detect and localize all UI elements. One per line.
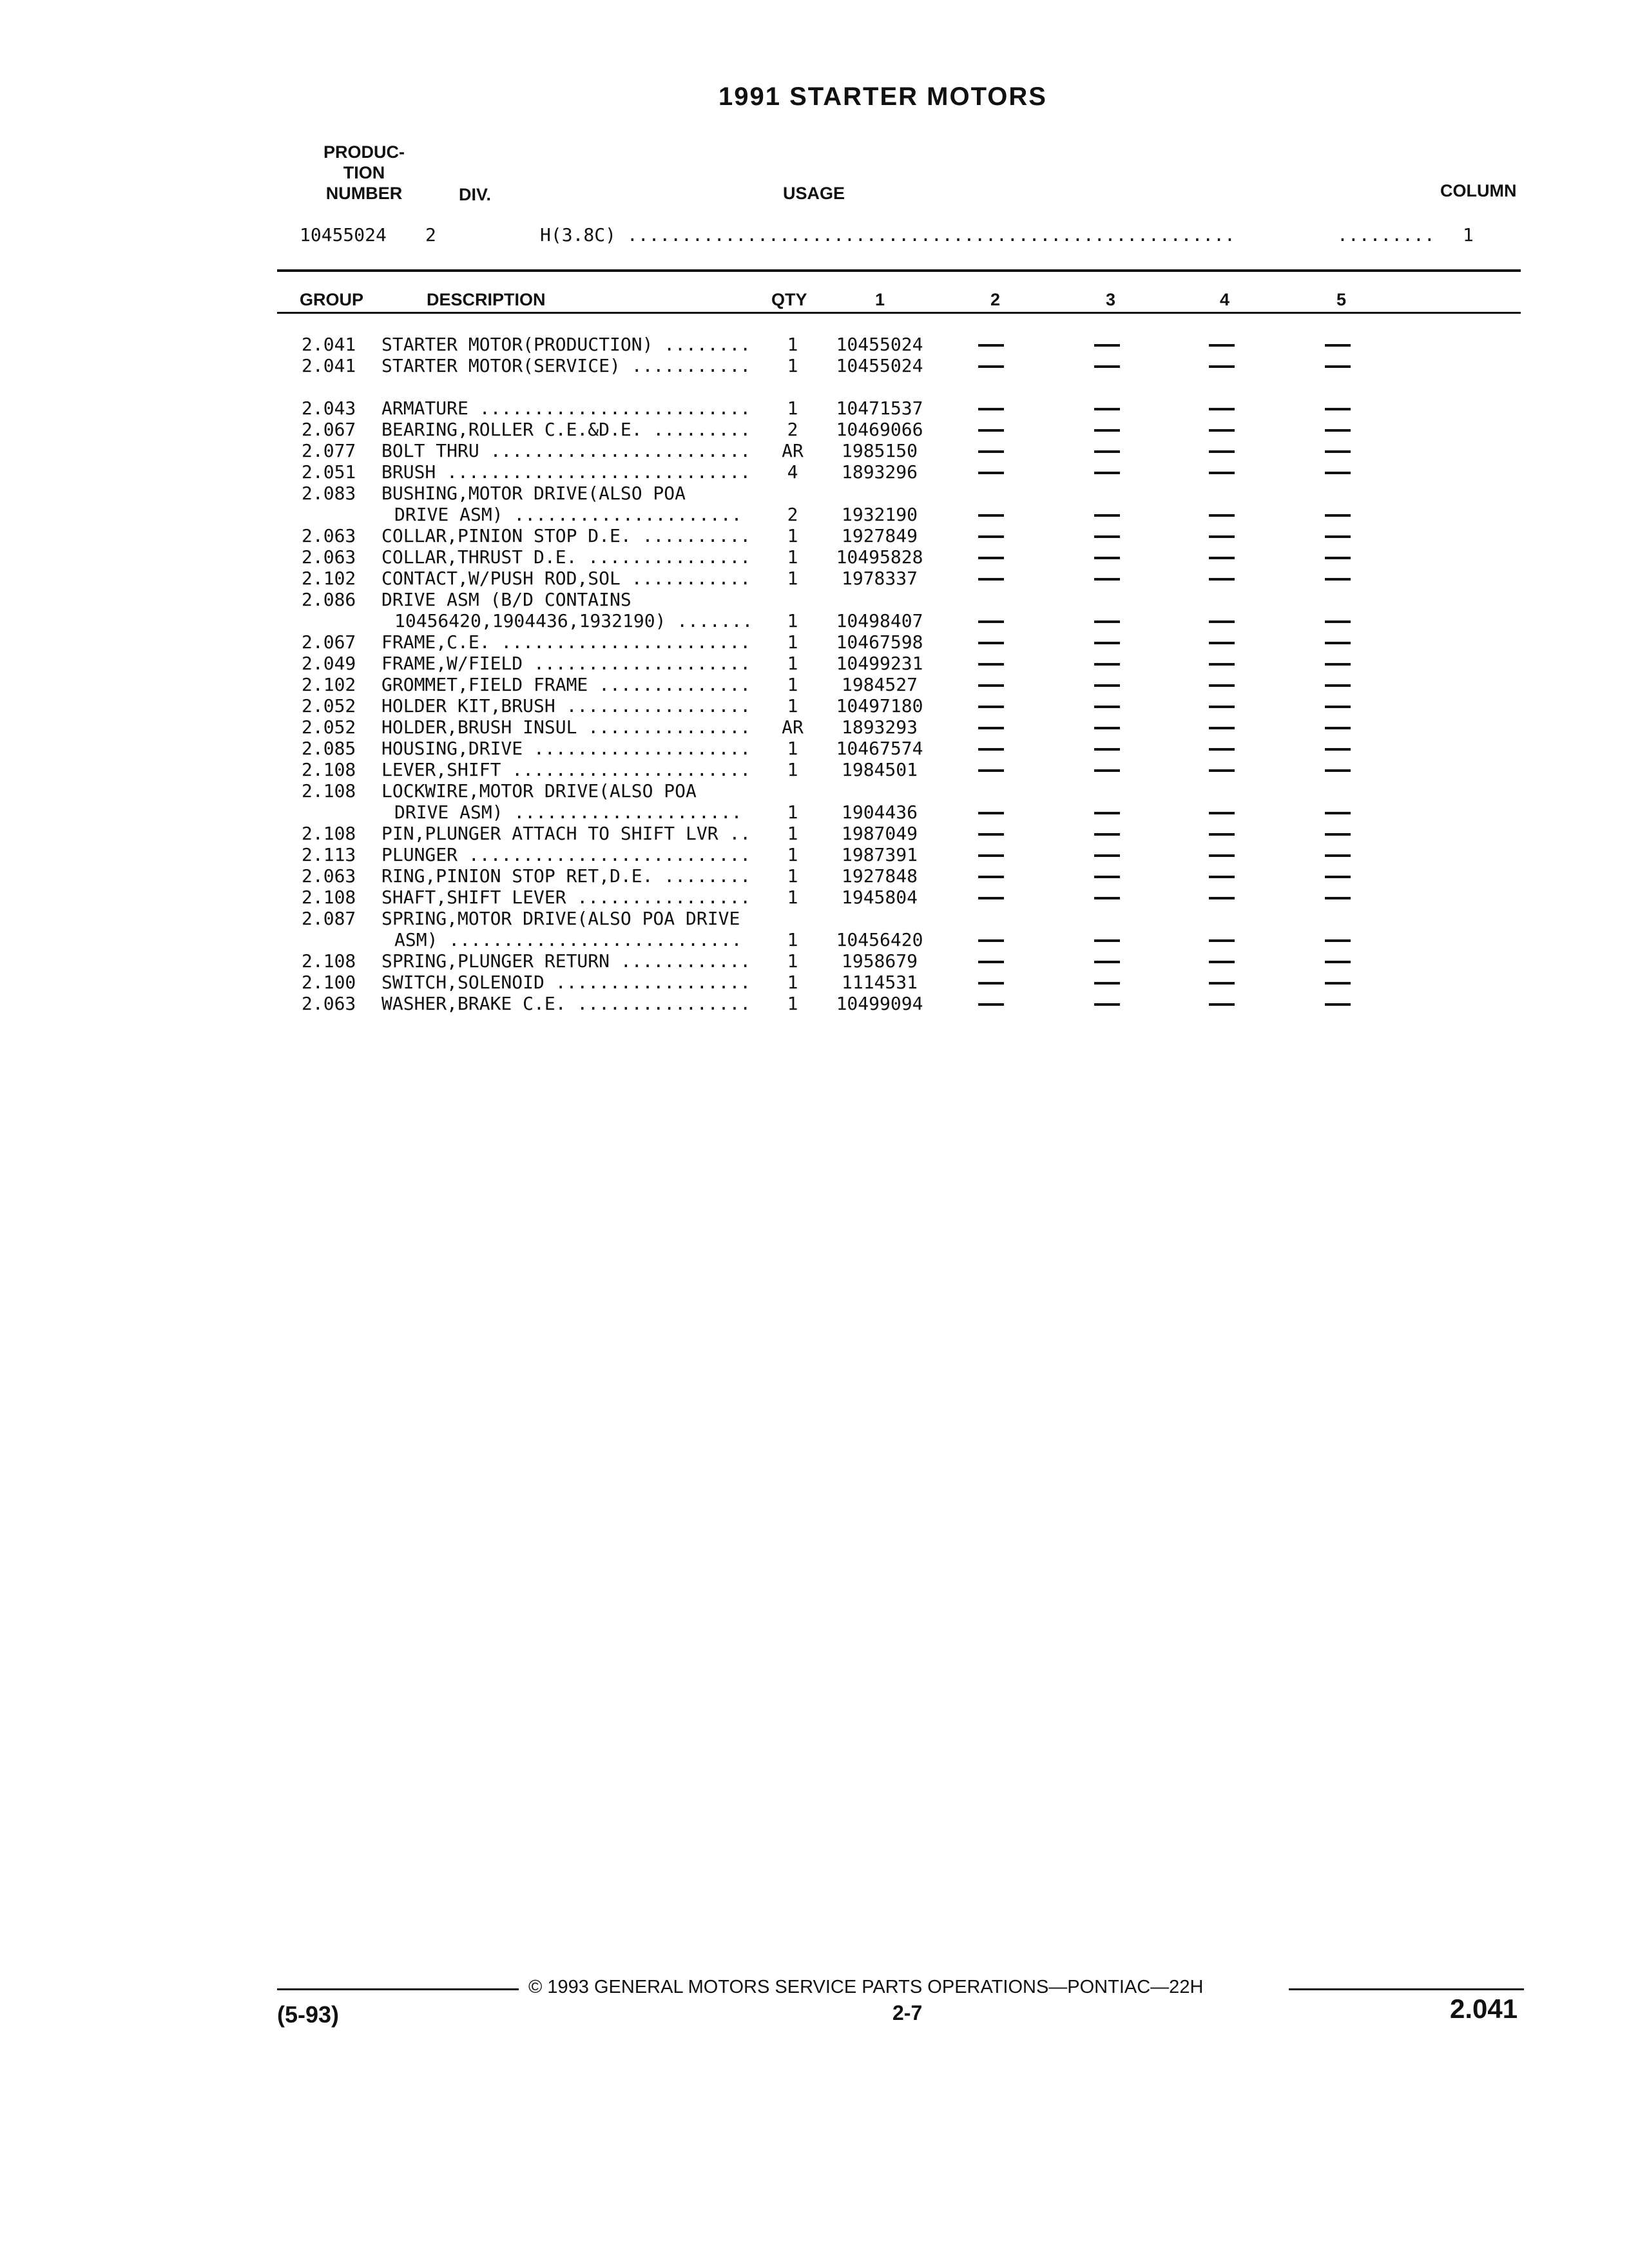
part-quantity: 1 xyxy=(787,823,798,844)
column-3-header: 3 xyxy=(1106,290,1116,309)
part-description: SPRING,MOTOR DRIVE(ALSO POA DRIVE xyxy=(381,908,740,929)
not-applicable-dash-col-5 xyxy=(1325,450,1351,453)
not-applicable-dash-col-2 xyxy=(978,557,1004,559)
not-applicable-dash-col-3 xyxy=(1094,514,1120,517)
not-applicable-dash-col-3 xyxy=(1094,408,1120,410)
page-title: 1991 STARTER MOTORS xyxy=(718,82,1047,111)
not-applicable-dash-col-3 xyxy=(1094,706,1120,708)
not-applicable-dash-col-2 xyxy=(978,535,1004,538)
parts-row xyxy=(0,334,1629,355)
part-quantity: 1 xyxy=(787,993,798,1014)
group-code: 2.052 xyxy=(302,716,356,738)
not-applicable-dash-col-5 xyxy=(1325,472,1351,474)
part-quantity: 1 xyxy=(787,546,798,568)
group-column-header: GROUP xyxy=(300,290,364,309)
footer-rule-left xyxy=(277,1988,519,1990)
parts-row xyxy=(0,844,1629,865)
group-code: 2.102 xyxy=(302,674,356,695)
part-number: 10455024 xyxy=(836,355,923,376)
not-applicable-dash-col-5 xyxy=(1325,344,1351,347)
part-quantity: 1 xyxy=(787,865,798,887)
column-1-header: 1 xyxy=(875,290,885,309)
not-applicable-dash-col-2 xyxy=(978,706,1004,708)
not-applicable-dash-col-3 xyxy=(1094,833,1120,836)
not-applicable-dash-col-5 xyxy=(1325,769,1351,772)
part-quantity: 1 xyxy=(787,631,798,653)
part-description: GROMMET,FIELD FRAME .............. xyxy=(381,674,751,695)
production-column-dots: ......... xyxy=(1337,224,1435,245)
part-description: DRIVE ASM) ..................... xyxy=(394,504,742,525)
parts-row xyxy=(0,695,1629,716)
part-description: BUSHING,MOTOR DRIVE(ALSO POA xyxy=(381,483,686,504)
group-code: 2.087 xyxy=(302,908,356,929)
part-number: 1985150 xyxy=(841,440,918,461)
not-applicable-dash-col-2 xyxy=(978,748,1004,751)
qty-column-header: QTY xyxy=(771,290,807,309)
parts-row xyxy=(0,780,1629,802)
group-code: 2.051 xyxy=(302,461,356,483)
part-number: 1978337 xyxy=(841,568,918,589)
not-applicable-dash-col-5 xyxy=(1325,429,1351,432)
group-code: 2.067 xyxy=(302,631,356,653)
not-applicable-dash-col-4 xyxy=(1209,706,1235,708)
part-number: 10497180 xyxy=(836,695,923,716)
not-applicable-dash-col-3 xyxy=(1094,344,1120,347)
not-applicable-dash-col-4 xyxy=(1209,450,1235,453)
parts-row xyxy=(0,483,1629,504)
part-quantity: 1 xyxy=(787,674,798,695)
not-applicable-dash-col-2 xyxy=(978,982,1004,985)
group-code: 2.108 xyxy=(302,759,356,780)
parts-row xyxy=(0,972,1629,993)
not-applicable-dash-col-2 xyxy=(978,854,1004,857)
part-description: COLLAR,PINION STOP D.E. .......... xyxy=(381,525,751,546)
production-column: 1 xyxy=(1463,224,1474,245)
parts-row xyxy=(0,674,1629,695)
part-number: 1932190 xyxy=(841,504,918,525)
not-applicable-dash-col-5 xyxy=(1325,365,1351,368)
not-applicable-dash-col-4 xyxy=(1209,620,1235,623)
column-5-header: 5 xyxy=(1336,290,1347,309)
not-applicable-dash-col-3 xyxy=(1094,557,1120,559)
part-number: 10471537 xyxy=(836,398,923,419)
not-applicable-dash-col-2 xyxy=(978,514,1004,517)
part-quantity: 1 xyxy=(787,887,798,908)
parts-row xyxy=(0,865,1629,887)
parts-row xyxy=(0,355,1629,376)
part-number: 10456420 xyxy=(836,929,923,950)
group-code: 2.063 xyxy=(302,993,356,1014)
group-code: 2.085 xyxy=(302,738,356,759)
part-description: DRIVE ASM) ..................... xyxy=(394,802,742,823)
footer-rule-right xyxy=(1289,1988,1524,1990)
part-description: STARTER MOTOR(PRODUCTION) ........ xyxy=(381,334,751,355)
not-applicable-dash-col-4 xyxy=(1209,557,1235,559)
part-number: 10455024 xyxy=(836,334,923,355)
group-code: 2.063 xyxy=(302,865,356,887)
production-number: 10455024 xyxy=(300,224,387,245)
part-description: COLLAR,THRUST D.E. ............... xyxy=(381,546,751,568)
not-applicable-dash-col-3 xyxy=(1094,727,1120,729)
not-applicable-dash-col-5 xyxy=(1325,961,1351,963)
not-applicable-dash-col-4 xyxy=(1209,833,1235,836)
not-applicable-dash-col-3 xyxy=(1094,1003,1120,1006)
not-applicable-dash-col-3 xyxy=(1094,897,1120,899)
parts-row xyxy=(0,589,1629,610)
not-applicable-dash-col-5 xyxy=(1325,854,1351,857)
not-applicable-dash-col-4 xyxy=(1209,727,1235,729)
parts-row xyxy=(0,716,1629,738)
footer-section-number: 2.041 xyxy=(1450,1994,1518,2024)
part-number: 1984501 xyxy=(841,759,918,780)
parts-row xyxy=(0,419,1629,440)
not-applicable-dash-col-4 xyxy=(1209,769,1235,772)
part-description: LEVER,SHIFT ...................... xyxy=(381,759,751,780)
not-applicable-dash-col-4 xyxy=(1209,748,1235,751)
not-applicable-dash-col-4 xyxy=(1209,812,1235,814)
part-number: 1987391 xyxy=(841,844,918,865)
header-rule-bottom xyxy=(277,312,1521,314)
group-code: 2.086 xyxy=(302,589,356,610)
part-description: PIN,PLUNGER ATTACH TO SHIFT LVR .. xyxy=(381,823,751,844)
not-applicable-dash-col-2 xyxy=(978,472,1004,474)
description-column-header: DESCRIPTION xyxy=(427,290,546,309)
not-applicable-dash-col-4 xyxy=(1209,939,1235,942)
not-applicable-dash-col-3 xyxy=(1094,365,1120,368)
parts-row xyxy=(0,950,1629,972)
not-applicable-dash-col-2 xyxy=(978,769,1004,772)
parts-row xyxy=(0,802,1629,823)
not-applicable-dash-col-2 xyxy=(978,727,1004,729)
part-description: HOLDER KIT,BRUSH ................. xyxy=(381,695,751,716)
part-description: HOLDER,BRUSH INSUL ............... xyxy=(381,716,751,738)
part-quantity: 1 xyxy=(787,972,798,993)
not-applicable-dash-col-4 xyxy=(1209,663,1235,666)
parts-row xyxy=(0,738,1629,759)
production-number-header-line-1: PRODUC- xyxy=(323,142,405,162)
group-code: 2.108 xyxy=(302,780,356,802)
not-applicable-dash-col-3 xyxy=(1094,578,1120,581)
part-quantity: 1 xyxy=(787,568,798,589)
parts-row xyxy=(0,504,1629,525)
not-applicable-dash-col-5 xyxy=(1325,812,1351,814)
group-code: 2.063 xyxy=(302,525,356,546)
parts-row xyxy=(0,525,1629,546)
not-applicable-dash-col-4 xyxy=(1209,365,1235,368)
group-code: 2.049 xyxy=(302,653,356,674)
group-code: 2.077 xyxy=(302,440,356,461)
not-applicable-dash-col-5 xyxy=(1325,620,1351,623)
not-applicable-dash-col-2 xyxy=(978,1003,1004,1006)
parts-row xyxy=(0,440,1629,461)
part-description: HOUSING,DRIVE .................... xyxy=(381,738,751,759)
not-applicable-dash-col-2 xyxy=(978,344,1004,347)
part-quantity: 1 xyxy=(787,802,798,823)
not-applicable-dash-col-5 xyxy=(1325,557,1351,559)
not-applicable-dash-col-3 xyxy=(1094,748,1120,751)
not-applicable-dash-col-5 xyxy=(1325,535,1351,538)
part-description: DRIVE ASM (B/D CONTAINS xyxy=(381,589,631,610)
production-number-header-line-2: TION xyxy=(343,163,385,182)
part-quantity: 1 xyxy=(787,695,798,716)
part-description: FRAME,C.E. ....................... xyxy=(381,631,751,653)
not-applicable-dash-col-5 xyxy=(1325,1003,1351,1006)
not-applicable-dash-col-3 xyxy=(1094,472,1120,474)
not-applicable-dash-col-5 xyxy=(1325,727,1351,729)
not-applicable-dash-col-2 xyxy=(978,876,1004,878)
part-description: SPRING,PLUNGER RETURN ............ xyxy=(381,950,751,972)
footer-page-number: 2-7 xyxy=(892,2001,923,2024)
part-quantity: 1 xyxy=(787,738,798,759)
parts-row xyxy=(0,398,1629,419)
div-header: DIV. xyxy=(459,185,492,204)
part-number: 10499094 xyxy=(836,993,923,1014)
part-quantity: 4 xyxy=(787,461,798,483)
not-applicable-dash-col-4 xyxy=(1209,642,1235,644)
not-applicable-dash-col-2 xyxy=(978,939,1004,942)
column-2-header: 2 xyxy=(990,290,1001,309)
not-applicable-dash-col-5 xyxy=(1325,642,1351,644)
not-applicable-dash-col-2 xyxy=(978,812,1004,814)
not-applicable-dash-col-2 xyxy=(978,408,1004,410)
part-number: 10469066 xyxy=(836,419,923,440)
part-number: 10467598 xyxy=(836,631,923,653)
part-number: 10495828 xyxy=(836,546,923,568)
not-applicable-dash-col-2 xyxy=(978,450,1004,453)
part-quantity: 1 xyxy=(787,950,798,972)
parts-row xyxy=(0,993,1629,1014)
not-applicable-dash-col-5 xyxy=(1325,876,1351,878)
production-number-header xyxy=(316,142,412,204)
not-applicable-dash-col-2 xyxy=(978,961,1004,963)
not-applicable-dash-col-2 xyxy=(978,578,1004,581)
not-applicable-dash-col-3 xyxy=(1094,535,1120,538)
part-quantity: 1 xyxy=(787,929,798,950)
part-number: 1984527 xyxy=(841,674,918,695)
part-number: 1945804 xyxy=(841,887,918,908)
not-applicable-dash-col-5 xyxy=(1325,897,1351,899)
not-applicable-dash-col-2 xyxy=(978,429,1004,432)
group-code: 2.067 xyxy=(302,419,356,440)
not-applicable-dash-col-4 xyxy=(1209,514,1235,517)
not-applicable-dash-col-4 xyxy=(1209,408,1235,410)
part-quantity: 1 xyxy=(787,525,798,546)
production-div: 2 xyxy=(425,224,436,245)
part-quantity: 2 xyxy=(787,419,798,440)
production-number-header-line-3: NUMBER xyxy=(325,184,403,203)
part-description: WASHER,BRAKE C.E. ................ xyxy=(381,993,751,1014)
part-description: FRAME,W/FIELD .................... xyxy=(381,653,751,674)
group-code: 2.113 xyxy=(302,844,356,865)
not-applicable-dash-col-4 xyxy=(1209,344,1235,347)
not-applicable-dash-col-5 xyxy=(1325,833,1351,836)
not-applicable-dash-col-4 xyxy=(1209,897,1235,899)
part-quantity: 1 xyxy=(787,398,798,419)
not-applicable-dash-col-3 xyxy=(1094,961,1120,963)
not-applicable-dash-col-2 xyxy=(978,684,1004,687)
group-code: 2.108 xyxy=(302,823,356,844)
production-usage: H(3.8C) ........................................................ xyxy=(540,224,1235,245)
parts-row xyxy=(0,610,1629,631)
not-applicable-dash-col-4 xyxy=(1209,982,1235,985)
not-applicable-dash-col-4 xyxy=(1209,429,1235,432)
group-code: 2.063 xyxy=(302,546,356,568)
part-number: 10498407 xyxy=(836,610,923,631)
not-applicable-dash-col-2 xyxy=(978,620,1004,623)
part-number: 1893293 xyxy=(841,716,918,738)
not-applicable-dash-col-4 xyxy=(1209,684,1235,687)
parts-row xyxy=(0,823,1629,844)
usage-header: USAGE xyxy=(783,184,845,203)
parts-row xyxy=(0,887,1629,908)
part-description: BEARING,ROLLER C.E.&D.E. ......... xyxy=(381,419,751,440)
parts-row xyxy=(0,546,1629,568)
not-applicable-dash-col-2 xyxy=(978,833,1004,836)
not-applicable-dash-col-2 xyxy=(978,365,1004,368)
not-applicable-dash-col-4 xyxy=(1209,961,1235,963)
part-quantity: 1 xyxy=(787,610,798,631)
not-applicable-dash-col-5 xyxy=(1325,706,1351,708)
part-description: BRUSH ............................ xyxy=(381,461,751,483)
part-number: 1904436 xyxy=(841,802,918,823)
header-rule-top xyxy=(277,269,1521,272)
part-description: ASM) ........................... xyxy=(394,929,742,950)
part-description: SHAFT,SHIFT LEVER ................ xyxy=(381,887,751,908)
not-applicable-dash-col-3 xyxy=(1094,876,1120,878)
column-header: COLUMN xyxy=(1440,181,1517,200)
part-number: 1927848 xyxy=(841,865,918,887)
not-applicable-dash-col-3 xyxy=(1094,663,1120,666)
not-applicable-dash-col-5 xyxy=(1325,578,1351,581)
parts-row xyxy=(0,631,1629,653)
not-applicable-dash-col-4 xyxy=(1209,578,1235,581)
not-applicable-dash-col-3 xyxy=(1094,620,1120,623)
part-number: 1987049 xyxy=(841,823,918,844)
column-4-header: 4 xyxy=(1220,290,1230,309)
not-applicable-dash-col-2 xyxy=(978,897,1004,899)
part-quantity: 1 xyxy=(787,355,798,376)
not-applicable-dash-col-4 xyxy=(1209,535,1235,538)
not-applicable-dash-col-3 xyxy=(1094,812,1120,814)
part-number: 1958679 xyxy=(841,950,918,972)
part-description: RING,PINION STOP RET,D.E. ........ xyxy=(381,865,751,887)
not-applicable-dash-col-3 xyxy=(1094,769,1120,772)
part-quantity: 1 xyxy=(787,759,798,780)
parts-row xyxy=(0,908,1629,929)
not-applicable-dash-col-4 xyxy=(1209,1003,1235,1006)
part-quantity: AR xyxy=(782,440,804,461)
not-applicable-dash-col-5 xyxy=(1325,684,1351,687)
group-code: 2.108 xyxy=(302,950,356,972)
part-number: 10499231 xyxy=(836,653,923,674)
group-code: 2.100 xyxy=(302,972,356,993)
parts-row xyxy=(0,929,1629,950)
not-applicable-dash-col-5 xyxy=(1325,514,1351,517)
part-description: LOCKWIRE,MOTOR DRIVE(ALSO POA xyxy=(381,780,697,802)
part-number: 1893296 xyxy=(841,461,918,483)
part-description: SWITCH,SOLENOID .................. xyxy=(381,972,751,993)
footer-copyright: © 1993 GENERAL MOTORS SERVICE PARTS OPERATIONS—PONTIAC—22H xyxy=(528,1977,1204,1997)
part-description: 10456420,1904436,1932190) ....... xyxy=(394,610,753,631)
group-code: 2.083 xyxy=(302,483,356,504)
not-applicable-dash-col-5 xyxy=(1325,663,1351,666)
part-number: 10467574 xyxy=(836,738,923,759)
not-applicable-dash-col-3 xyxy=(1094,684,1120,687)
group-code: 2.041 xyxy=(302,334,356,355)
group-code: 2.052 xyxy=(302,695,356,716)
group-code: 2.041 xyxy=(302,355,356,376)
not-applicable-dash-col-2 xyxy=(978,642,1004,644)
part-number: 1927849 xyxy=(841,525,918,546)
not-applicable-dash-col-4 xyxy=(1209,854,1235,857)
not-applicable-dash-col-2 xyxy=(978,663,1004,666)
part-description: STARTER MOTOR(SERVICE) ........... xyxy=(381,355,751,376)
group-code: 2.043 xyxy=(302,398,356,419)
not-applicable-dash-col-5 xyxy=(1325,408,1351,410)
part-number: 1114531 xyxy=(841,972,918,993)
footer-date-code: (5-93) xyxy=(277,2001,340,2028)
parts-row xyxy=(0,653,1629,674)
not-applicable-dash-col-4 xyxy=(1209,472,1235,474)
part-quantity: 1 xyxy=(787,334,798,355)
group-code: 2.102 xyxy=(302,568,356,589)
part-quantity: AR xyxy=(782,716,804,738)
not-applicable-dash-col-3 xyxy=(1094,854,1120,857)
not-applicable-dash-col-4 xyxy=(1209,876,1235,878)
not-applicable-dash-col-5 xyxy=(1325,982,1351,985)
not-applicable-dash-col-3 xyxy=(1094,429,1120,432)
part-quantity: 1 xyxy=(787,653,798,674)
part-description: CONTACT,W/PUSH ROD,SOL ........... xyxy=(381,568,751,589)
part-quantity: 1 xyxy=(787,844,798,865)
parts-row xyxy=(0,759,1629,780)
not-applicable-dash-col-5 xyxy=(1325,939,1351,942)
not-applicable-dash-col-3 xyxy=(1094,982,1120,985)
part-description: ARMATURE ......................... xyxy=(381,398,751,419)
not-applicable-dash-col-3 xyxy=(1094,939,1120,942)
not-applicable-dash-col-5 xyxy=(1325,748,1351,751)
not-applicable-dash-col-3 xyxy=(1094,450,1120,453)
group-code: 2.108 xyxy=(302,887,356,908)
part-quantity: 2 xyxy=(787,504,798,525)
parts-row xyxy=(0,568,1629,589)
parts-row xyxy=(0,461,1629,483)
not-applicable-dash-col-3 xyxy=(1094,642,1120,644)
part-description: PLUNGER .......................... xyxy=(381,844,751,865)
part-description: BOLT THRU ........................ xyxy=(381,440,751,461)
